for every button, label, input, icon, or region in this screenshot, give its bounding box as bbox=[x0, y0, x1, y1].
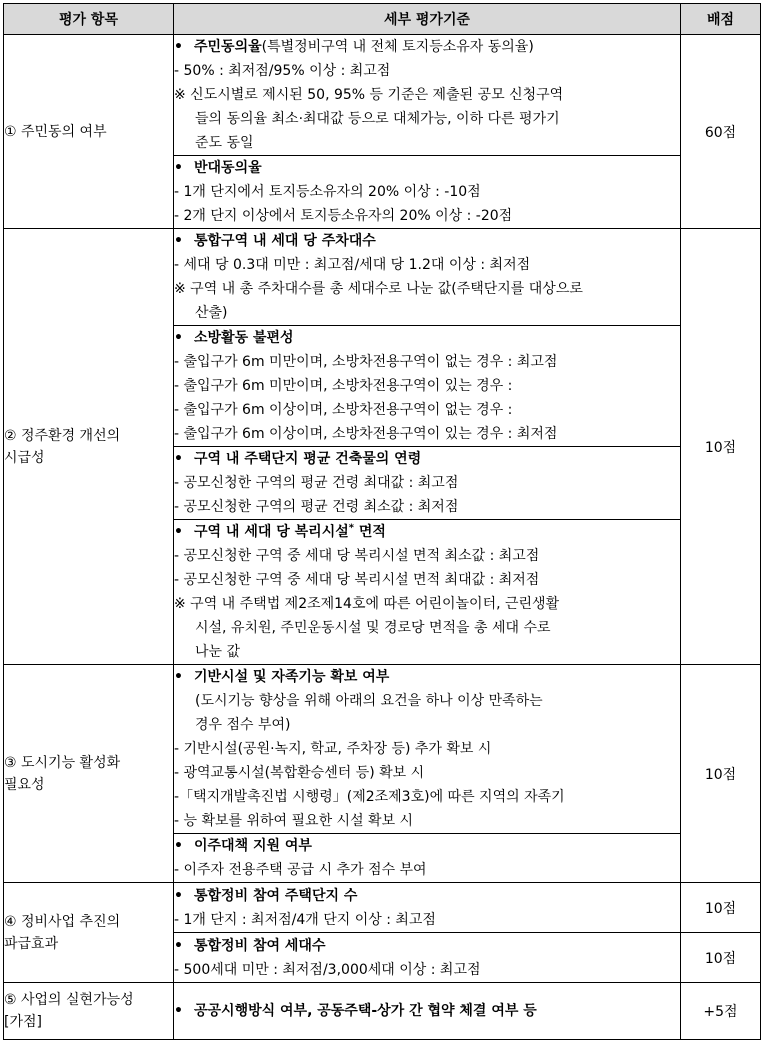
criteria-line: - 1개 단지에서 토지등소유자의 20% 이상 : -10점 bbox=[174, 184, 481, 200]
bullet-icon: • bbox=[174, 39, 183, 55]
bullet-icon: • bbox=[174, 838, 183, 854]
category-cell: ① 주민동의 여부 bbox=[4, 35, 174, 229]
criteria-line: - 세대 당 0.3대 미만 : 최고점/세대 당 1.2대 이상 : 최저점 bbox=[174, 257, 531, 273]
evaluation-criteria-table bbox=[3, 3, 761, 1040]
criteria-block bbox=[174, 229, 681, 326]
criteria-title: • 구역 내 세대 당 복리시설* 면적 bbox=[174, 520, 680, 544]
criteria-line: - 2개 단지 이상에서 토지등소유자의 20% 이상 : -20점 bbox=[174, 208, 513, 224]
criteria-line: (도시기능 향상을 위해 아래의 요건을 하나 이상 만족하는 bbox=[195, 693, 543, 709]
bullet-icon: • bbox=[174, 524, 183, 540]
criteria-block bbox=[174, 665, 681, 834]
criteria-title: • 소방활동 불편성 bbox=[174, 326, 680, 350]
header-category: 평가 항목 bbox=[4, 4, 174, 35]
bullet-icon: • bbox=[174, 451, 183, 467]
criteria-line: - 공모신청한 구역의 평균 건령 최대값 : 최고점 bbox=[174, 475, 459, 491]
criteria-line: - 공모신청한 구역 중 세대 당 복리시설 면적 최소값 : 최고점 bbox=[174, 548, 540, 564]
criteria-title: • 통합정비 참여 세대수 bbox=[174, 934, 680, 958]
criteria-note: ※ 구역 내 총 주차대수를 총 세대수로 나눈 값(주택단지를 대상으로 bbox=[174, 281, 583, 297]
criteria-line: - 출입구가 6m 미만이며, 소방차전용구역이 없는 경우 : 최고점 bbox=[174, 354, 558, 370]
score-cell: 10점 bbox=[681, 883, 761, 933]
criteria-title: • 반대동의율 bbox=[174, 156, 680, 180]
criteria-title: • 공공시행방식 여부, 공동주택-상가 간 협약 체결 여부 등 bbox=[174, 999, 680, 1023]
bullet-icon: • bbox=[174, 1003, 183, 1019]
table-row bbox=[4, 665, 761, 834]
criteria-line: - 출입구가 6m 이상이며, 소방차전용구역이 없는 경우 : bbox=[174, 402, 513, 418]
criteria-line: - 능 확보를 위하여 필요한 시설 확보 시 bbox=[174, 813, 414, 829]
criteria-note: ※ 구역 내 주택법 제2조제14호에 따른 어린이놀이터, 근린생활 bbox=[174, 596, 560, 612]
criteria-block bbox=[174, 35, 681, 156]
criteria-line: - 50% : 최저점/95% 이상 : 최고점 bbox=[174, 63, 391, 79]
criteria-note: 산출) bbox=[195, 305, 228, 321]
category-cell: ⑤ 사업의 실현가능성 [가점] bbox=[4, 983, 174, 1040]
criteria-block bbox=[174, 156, 681, 229]
bullet-icon: • bbox=[174, 330, 183, 346]
criteria-block bbox=[174, 520, 681, 665]
criteria-title: • 통합구역 내 세대 당 주차대수 bbox=[174, 229, 680, 253]
table-header-row bbox=[4, 4, 761, 35]
criteria-line: - 1개 단지 : 최저점/4개 단지 이상 : 최고점 bbox=[174, 911, 436, 928]
criteria-line: - 공모신청한 구역의 평균 건령 최소값 : 최저점 bbox=[174, 499, 459, 515]
criteria-title: • 구역 내 주택단지 평균 건축물의 연령 bbox=[174, 447, 680, 471]
criteria-line: - 출입구가 6m 이상이며, 소방차전용구역이 있는 경우 : 최저점 bbox=[174, 426, 558, 442]
header-criteria: 세부 평가기준 bbox=[174, 4, 681, 35]
table-row bbox=[4, 983, 761, 1040]
category-cell: ④ 정비사업 추진의 파급효과 bbox=[4, 883, 174, 983]
criteria-line: 경우 점수 부여) bbox=[195, 717, 291, 733]
score-cell: 10점 bbox=[681, 665, 761, 883]
bullet-icon: • bbox=[174, 233, 183, 249]
table-row bbox=[4, 883, 761, 933]
criteria-block bbox=[174, 326, 681, 447]
criteria-line: - 공모신청한 구역 중 세대 당 복리시설 면적 최대값 : 최저점 bbox=[174, 572, 540, 588]
criteria-note: 준도 동일 bbox=[195, 135, 254, 151]
score-cell: +5점 bbox=[681, 983, 761, 1040]
criteria-block bbox=[174, 983, 681, 1040]
criteria-title: • 이주대책 지원 여부 bbox=[174, 834, 680, 858]
score-cell: 10점 bbox=[681, 229, 761, 665]
criteria-line: - 기반시설(공원·녹지, 학교, 주차장 등) 추가 확보 시 bbox=[174, 741, 492, 757]
score-cell: 60점 bbox=[681, 35, 761, 229]
criteria-line: -「택지개발촉진법 시행령」(제2조제3호)에 따른 지역의 자족기 bbox=[174, 789, 565, 805]
criteria-title: • 통합정비 참여 주택단지 수 bbox=[174, 884, 680, 908]
criteria-title: • 주민동의율(특별정비구역 내 전체 토지등소유자 동의율) bbox=[174, 35, 680, 59]
criteria-line: - 이주자 전용주택 공급 시 추가 점수 부여 bbox=[174, 862, 427, 878]
table-row bbox=[4, 229, 761, 326]
criteria-note: 들의 동의율 최소·최대값 등으로 대체가능, 이하 다른 평가기 bbox=[195, 111, 560, 127]
criteria-block bbox=[174, 834, 681, 883]
criteria-title: • 기반시설 및 자족기능 확보 여부 bbox=[174, 665, 680, 689]
bullet-icon: • bbox=[174, 160, 183, 176]
category-cell: ② 정주환경 개선의 시급성 bbox=[4, 229, 174, 665]
bullet-icon: • bbox=[174, 669, 183, 685]
header-score: 배점 bbox=[681, 4, 761, 35]
criteria-line: - 광역교통시설(복합환승센터 등) 확보 시 bbox=[174, 765, 425, 781]
criteria-note: 나눈 값 bbox=[195, 644, 241, 660]
criteria-block bbox=[174, 447, 681, 520]
table-row bbox=[4, 35, 761, 156]
criteria-block bbox=[174, 933, 681, 983]
score-cell: 10점 bbox=[681, 933, 761, 983]
category-cell: ③ 도시기능 활성화 필요성 bbox=[4, 665, 174, 883]
criteria-note: ※ 신도시별로 제시된 50, 95% 등 기준은 제출된 공모 신청구역 bbox=[174, 87, 564, 103]
criteria-note: 시설, 유치원, 주민운동시설 및 경로당 면적을 총 세대 수로 bbox=[195, 620, 551, 636]
bullet-icon: • bbox=[174, 887, 183, 904]
criteria-block bbox=[174, 883, 681, 933]
criteria-line: - 500세대 미만 : 최저점/3,000세대 이상 : 최고점 bbox=[174, 961, 481, 978]
bullet-icon: • bbox=[174, 937, 183, 954]
criteria-line: - 출입구가 6m 미만이며, 소방차전용구역이 있는 경우 : bbox=[174, 378, 513, 394]
